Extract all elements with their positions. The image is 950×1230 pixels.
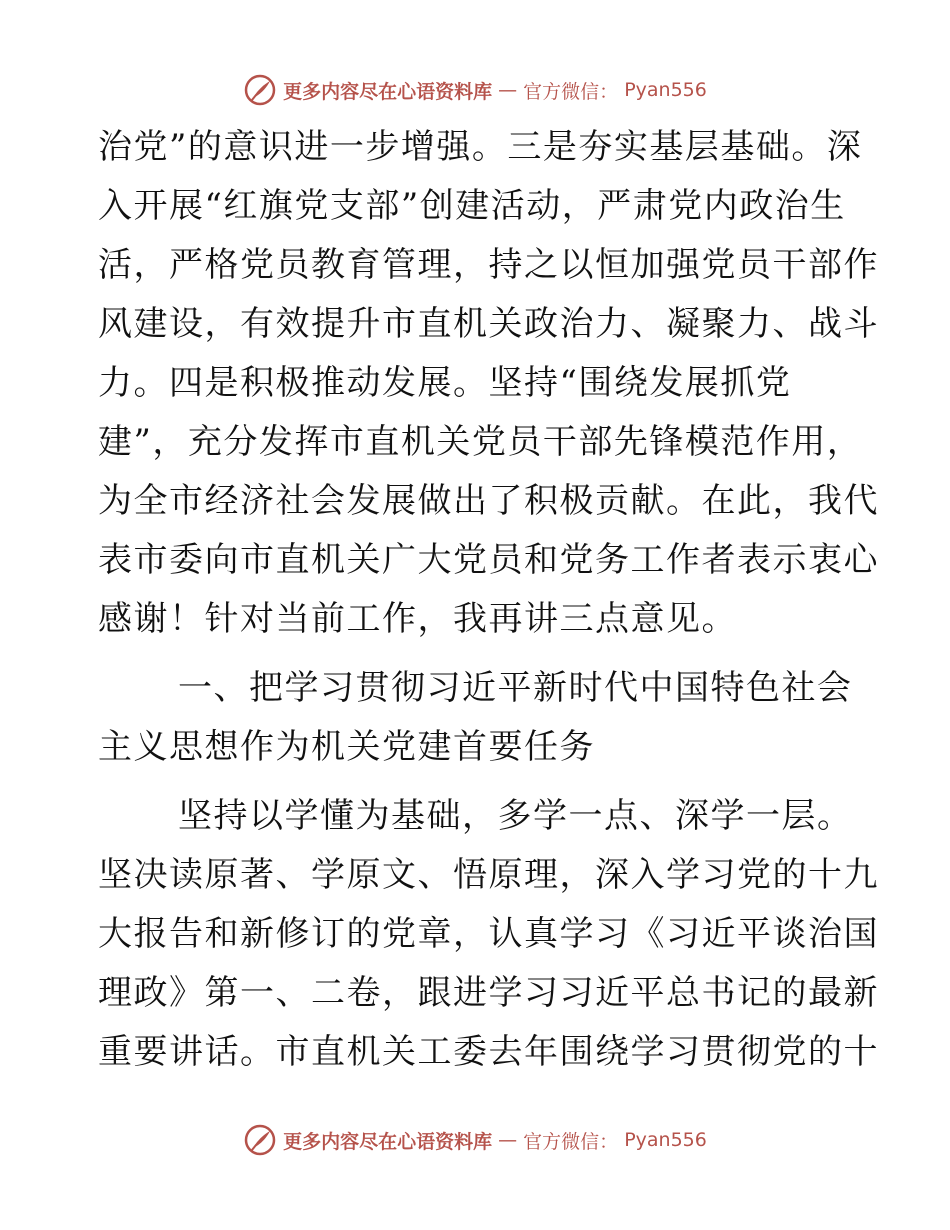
- text-line: 力。四是积极推动发展。坚持“围绕发展抓党: [98, 363, 792, 403]
- header-watermark-inner: [243, 73, 707, 107]
- footer-watermark-inner: [243, 1123, 707, 1157]
- text-line: 坚决读原著、学原文、悟原理，深入学习党的十九: [98, 855, 879, 895]
- paragraph-gap: [98, 649, 858, 659]
- text-line: 活，严格党员教育管理，持之以恒加强党员干部作: [98, 245, 879, 285]
- watermark-text: 更多内容尽在心语资料库: [283, 1130, 493, 1153]
- watermark-dash: —: [498, 79, 518, 101]
- watermark-wechat-id: Pyan556: [624, 1129, 707, 1151]
- watermark-wechat-label: 官方微信：: [523, 1130, 619, 1153]
- text-line: 重要讲话。市直机关工委去年围绕学习贯彻党的十: [98, 1032, 879, 1072]
- watermark-wechat-label: 官方微信：: [523, 80, 619, 103]
- text-line: 理政》第一、二卷，跟进学习习近平总书记的最新: [98, 973, 879, 1013]
- text-line: 表市委向市直机关广大党员和党务工作者表示衷心: [98, 540, 879, 580]
- header-watermark: [0, 70, 950, 110]
- paragraph-study: [98, 787, 879, 1082]
- text-line: 建”，充分发挥市直机关党员干部先锋模范作用，: [98, 422, 863, 462]
- paragraph-gap: [98, 777, 858, 787]
- footer-watermark: [0, 1120, 950, 1160]
- watermark-dash: —: [498, 1129, 518, 1151]
- text-line: 感谢！针对当前工作，我再讲三点意见。: [98, 599, 737, 639]
- section-heading: [98, 659, 858, 777]
- text-line: 治党”的意识进一步增强。三是夯实基层基础。深: [98, 127, 863, 167]
- heading-line: 主义思想作为机关党建首要任务: [98, 727, 595, 767]
- text-line: 为全市经济社会发展做出了积极贡献。在此，我代: [98, 481, 879, 521]
- text-line: 坚持以学懂为基础，多学一点、深学一层。: [178, 796, 853, 836]
- paragraph-continuation: [98, 118, 879, 649]
- text-line: 入开展“红旗党支部”创建活动，严肃党内政治生: [98, 186, 846, 226]
- feather-pen-logo-icon: [243, 1123, 277, 1157]
- text-line: 大报告和新修订的党章，认真学习《习近平谈治国: [98, 914, 879, 954]
- heading-line: 一、把学习贯彻习近平新时代中国特色社会: [178, 668, 853, 708]
- watermark-wechat-id: Pyan556: [624, 79, 707, 101]
- feather-pen-logo-icon: [243, 73, 277, 107]
- document-body: [98, 118, 879, 1082]
- text-line: 风建设，有效提升市直机关政治力、凝聚力、战斗: [98, 304, 879, 344]
- watermark-text: 更多内容尽在心语资料库: [283, 80, 493, 103]
